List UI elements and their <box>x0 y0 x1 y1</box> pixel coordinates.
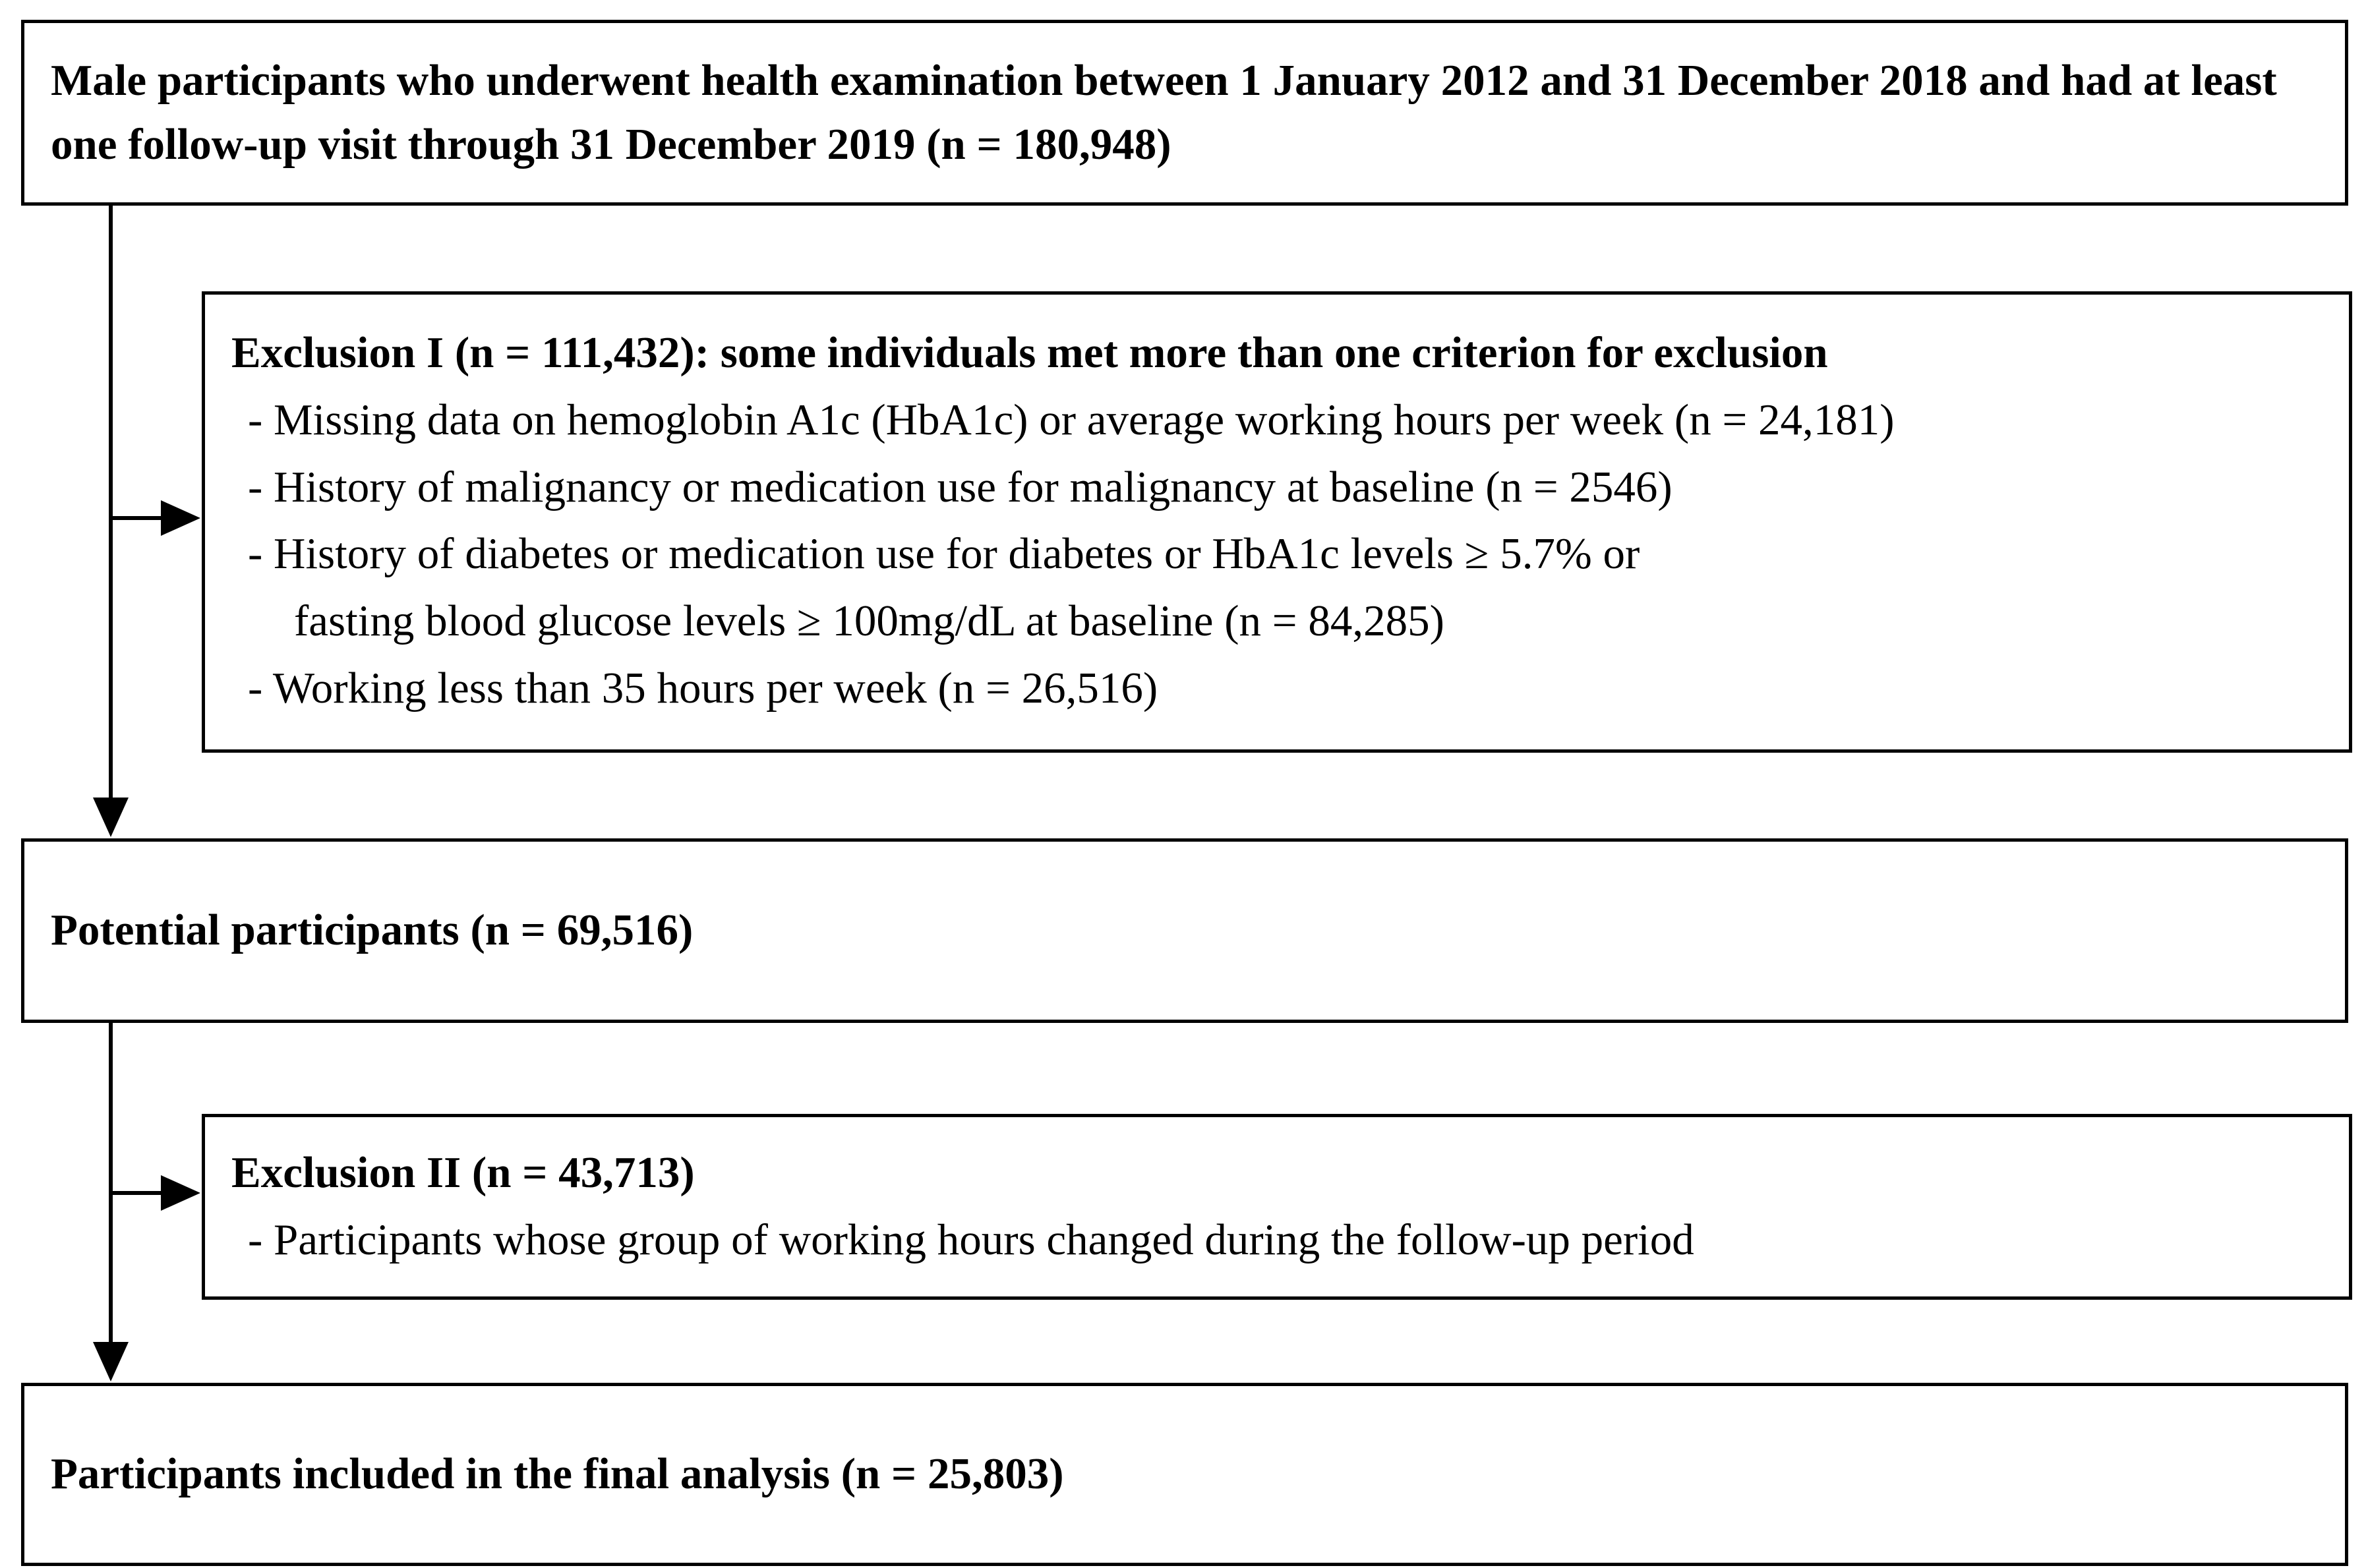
exclusion-2-title: Exclusion II (n = 43,713) <box>231 1148 695 1198</box>
connector-potential-to-final <box>93 1023 129 1381</box>
box-initial-cohort <box>21 20 2348 206</box>
connector-initial-to-potential <box>93 206 129 837</box>
exclusion-1-item-working-hours: - Working less than 35 hours per week (n = 26,516) <box>248 664 1158 713</box>
connector-branch-exclusion-1 <box>109 500 200 536</box>
exclusion-1-item-malignancy: - History of malignancy or medication use for malignancy at baseline (n = 2546) <box>248 462 1672 511</box>
exclusion-1-title: Exclusion I (n = 111,432): some individuals met more than one criterion for exclusion <box>231 328 1828 377</box>
initial-cohort-text: Male participants who underwent health examination between 1 January 2012 and 31 December 2018 and had at least one follow-up visit through 31 December 2019 (n = 180,948) <box>51 55 2277 169</box>
box-exclusion-2 <box>202 1114 2352 1300</box>
box-potential-participants <box>21 838 2348 1023</box>
final-analysis-text: Participants included in the final analysis (n = 25,803) <box>51 1449 1064 1499</box>
arrow-right-icon <box>161 500 200 536</box>
arrow-down-icon <box>93 1342 129 1381</box>
exclusion-1-item-missing-data: - Missing data on hemoglobin A1c (HbA1c) or average working hours per week (n = 24,181) <box>248 395 1895 444</box>
arrow-right-icon <box>161 1175 200 1211</box>
connector-branch-exclusion-2 <box>109 1175 200 1211</box>
exclusion-2-item-group-changed: - Participants whose group of working hours changed during the follow-up period <box>248 1215 1694 1264</box>
arrow-down-icon <box>93 798 129 837</box>
box-final-analysis <box>21 1383 2348 1566</box>
potential-participants-text: Potential participants (n = 69,516) <box>51 906 694 955</box>
exclusion-1-item-diabetes-continued: fasting blood glucose levels ≥ 100mg/dL at baseline (n = 84,285) <box>294 596 1444 646</box>
box-exclusion-1 <box>202 291 2352 753</box>
exclusion-1-item-diabetes: - History of diabetes or medication use for diabetes or HbA1c levels ≥ 5.7% or <box>248 529 1640 579</box>
